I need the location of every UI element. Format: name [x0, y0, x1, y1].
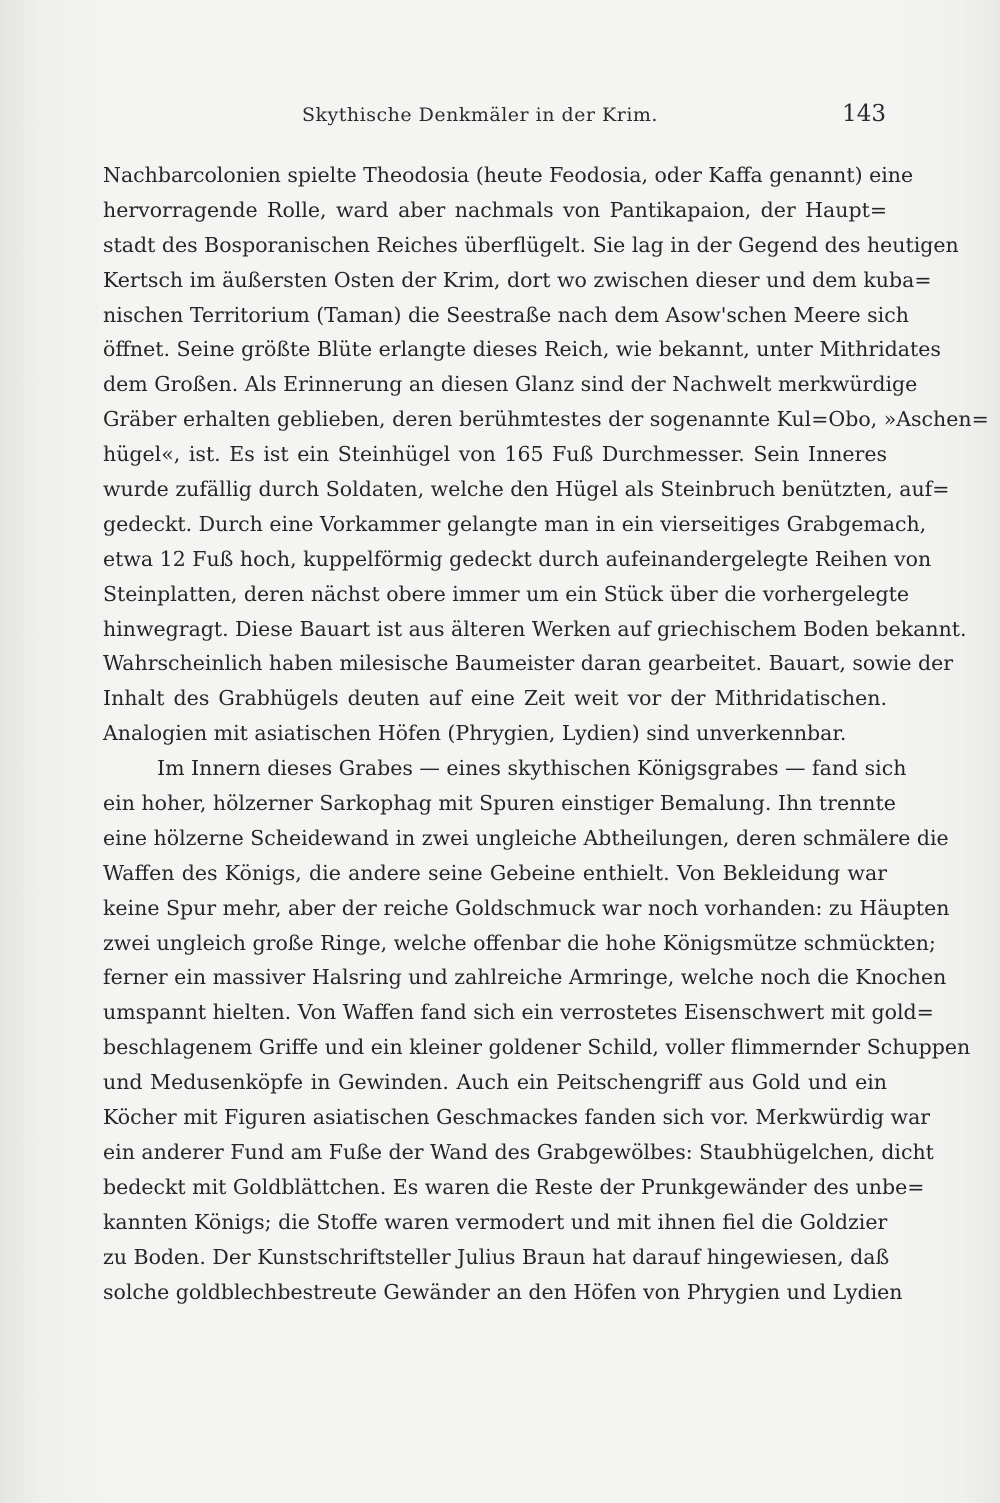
text-line: Steinplatten, deren nächst obere immer um ein Stück über die vorhergelegte: [103, 581, 909, 606]
text-line: hügel«, ist. Es ist ein Steinhügel von 165 Fuß Durchmesser. Sein Inneres: [103, 442, 887, 467]
text-line: keine Spur mehr, aber der reiche Goldschmuck war noch vorhanden: zu Häupten: [103, 895, 950, 920]
text-line: zu Boden. Der Kunstschriftsteller Julius Braun hat darauf hingewiesen, daß: [103, 1244, 890, 1269]
page-header: [0, 98, 1000, 134]
text-line: Gräber erhalten geblieben, deren berühmtestes der sogenannte Kul=Obo, »Aschen=: [103, 407, 989, 432]
text-line: hervorragende Rolle, ward aber nachmals von Pantikapaion, der Haupt=: [103, 197, 887, 222]
text-line: zwei ungleich große Ringe, welche offenbar die hohe Königsmütze schmückten;: [103, 930, 936, 955]
text-line: nischen Territorium (Taman) die Seestraße nach dem Asow'schen Meere sich: [103, 302, 909, 327]
text-line: solche goldblechbestreute Gewänder an den Höfen von Phrygien und Lydien: [103, 1279, 903, 1304]
text-line: gedeckt. Durch eine Vorkammer gelangte man in ein vierseitiges Grabgemach,: [103, 511, 927, 536]
text-line: ferner ein massiver Halsring und zahlreiche Armringe, welche noch die Knochen: [103, 965, 947, 990]
text-line: ein hoher, hölzerner Sarkophag mit Spuren einstiger Bemalung. Ihn trennte: [103, 791, 896, 816]
body-text: [103, 158, 989, 1309]
text-line: hinwegragt. Diese Bauart ist aus älteren Werken auf griechischem Boden bekannt.: [103, 616, 967, 641]
paragraph-first-line: Im Innern dieses Grabes — eines skythischen Königsgrabes — fand sich: [157, 756, 907, 781]
text-line: bedeckt mit Goldblättchen. Es waren die Reste der Prunkgewänder des unbe=: [103, 1174, 925, 1199]
text-line: beschlagenem Griffe und ein kleiner goldener Schild, voller flimmernder Schuppen: [103, 1035, 971, 1060]
text-line: Nachbarcolonien spielte Theodosia (heute Feodosia, oder Kaffa genannt) eine: [103, 163, 914, 187]
running-title: Skythische Denkmäler in der Krim.: [302, 104, 658, 126]
text-line: und Medusenköpfe in Gewinden. Auch ein Peitschengriff aus Gold und ein: [103, 1070, 887, 1095]
text-line: ein anderer Fund am Fuße der Wand des Grabgewölbes: Staubhügelchen, dicht: [103, 1139, 934, 1164]
page-number: 143: [842, 101, 886, 127]
text-line: etwa 12 Fuß hoch, kuppelförmig gedeckt durch aufeinandergelegte Reihen von: [103, 546, 932, 571]
text-line: dem Großen. Als Erinnerung an diesen Glanz sind der Nachwelt merkwürdige: [103, 372, 918, 397]
text-line: stadt des Bosporanischen Reiches überflügelt. Sie lag in der Gegend des heutigen: [103, 232, 959, 257]
text-line: umspannt hielten. Von Waffen fand sich ein verrostetes Eisenschwert mit gold=: [103, 1000, 934, 1025]
text-line: Wahrscheinlich haben milesische Baumeister daran gearbeitet. Bauart, sowie der: [103, 651, 954, 676]
text-line: wurde zufällig durch Soldaten, welche den Hügel als Steinbruch benützten, auf=: [103, 477, 950, 502]
text-line: Waffen des Königs, die andere seine Gebeine enthielt. Von Bekleidung war: [103, 860, 887, 885]
paragraph-last-line: Analogien mit asiatischen Höfen (Phrygien, Lydien) sind unverkennbar.: [103, 721, 847, 746]
text-line: Inhalt des Grabhügels deuten auf eine Zeit weit vor der Mithridatischen.: [103, 686, 887, 711]
text-line: Köcher mit Figuren asiatischen Geschmackes fanden sich vor. Merkwürdig war: [103, 1105, 931, 1130]
text-line: kannten Königs; die Stoffe waren vermodert und mit ihnen fiel die Goldzier: [103, 1209, 888, 1234]
text-line: Kertsch im äußersten Osten der Krim, dort wo zwischen dieser und dem kuba=: [103, 267, 932, 292]
text-line: öffnet. Seine größte Blüte erlangte dieses Reich, wie bekannt, unter Mithridates: [103, 337, 941, 362]
text-line: eine hölzerne Scheidewand in zwei ungleiche Abtheilungen, deren schmälere die: [103, 825, 949, 850]
